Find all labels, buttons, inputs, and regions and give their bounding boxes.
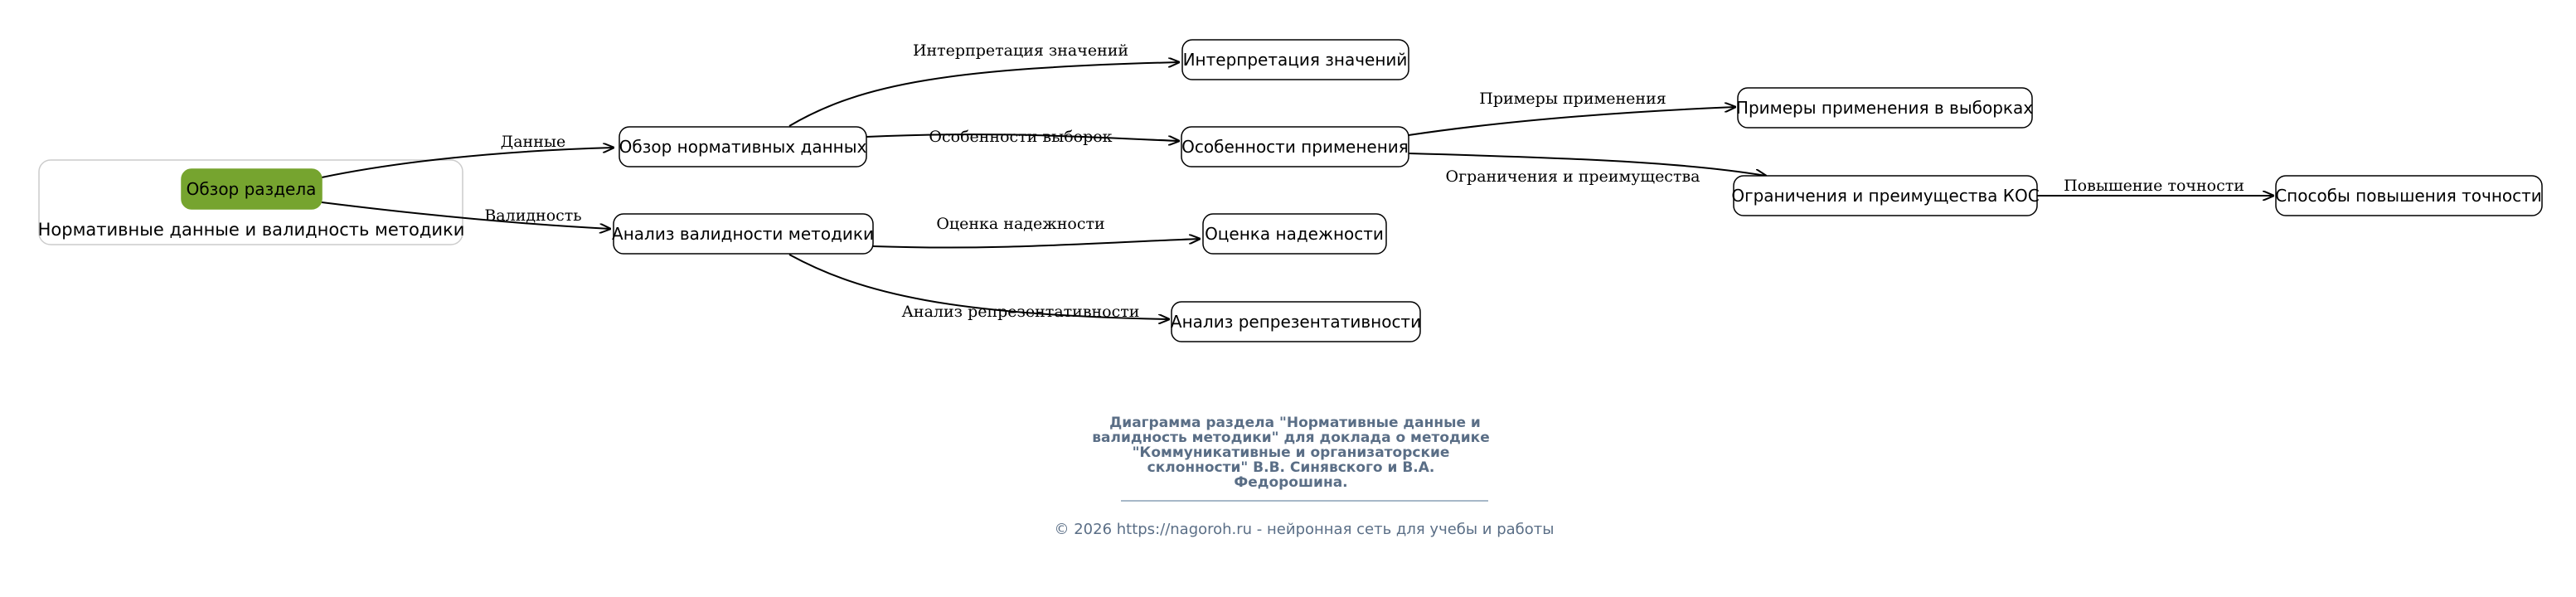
node-validity-analysis[interactable] <box>612 214 874 254</box>
edge-interpretation <box>789 62 1179 126</box>
node-accuracy-methods-label: Способы повышения точности <box>2275 186 2542 206</box>
node-representativeness[interactable] <box>1171 302 1421 342</box>
node-sample-examples[interactable] <box>1736 88 2033 128</box>
node-application-features-label: Особенности применения <box>1181 137 1409 157</box>
node-reliability[interactable] <box>1203 214 1386 254</box>
diagram-caption <box>1092 415 1489 501</box>
node-application-features[interactable] <box>1181 127 1409 167</box>
footer-copyright: © 2026 https://nagoroh.ru - нейронная сеть для учебы и работы <box>1054 521 1555 538</box>
edge-label-application-examples: Примеры применения <box>1479 90 1666 108</box>
node-validity-analysis-label: Анализ валидности методики <box>612 224 874 244</box>
edge-label-representativeness: Анализ репрезентативности <box>901 303 1140 321</box>
edge-reliability <box>873 239 1200 248</box>
edge-application-examples <box>1409 107 1735 135</box>
edge-label-reliability: Оценка надежности <box>936 215 1105 233</box>
node-overview-norms[interactable] <box>619 127 867 167</box>
node-overview-norms-label: Обзор нормативных данных <box>619 137 867 157</box>
edge-label-sample-features: Особенности выборок <box>929 128 1113 146</box>
node-interpretation-label: Интерпретация значений <box>1182 50 1408 70</box>
node-reliability-label: Оценка надежности <box>1205 224 1384 244</box>
node-representativeness-label: Анализ репрезентативности <box>1170 312 1422 332</box>
node-sample-examples-label: Примеры применения в выборках <box>1735 98 2034 118</box>
caption-line-2: валидность методики" для доклада о методике <box>1092 430 1490 446</box>
caption-line-3: "Коммуникативные и организаторские <box>1132 444 1450 461</box>
edge-label-data: Данные <box>500 133 566 151</box>
section-group-label: Нормативные данные и валидность методики <box>37 220 465 240</box>
node-limits-advantages[interactable] <box>1731 176 2039 216</box>
node-root[interactable] <box>182 169 322 209</box>
edge-label-validity: Валидность <box>484 206 582 225</box>
caption-line-4: склонности" В.В. Синявского и В.А. <box>1147 459 1435 476</box>
node-accuracy-methods[interactable] <box>2275 176 2542 216</box>
node-interpretation[interactable] <box>1182 40 1409 80</box>
caption-line-1: Диаграмма раздела "Нормативные данные и <box>1109 415 1481 431</box>
edge-label-interpretation: Интерпретация значений <box>912 41 1129 60</box>
edge-label-limits-advantages: Ограничения и преимущества <box>1445 167 1700 186</box>
node-limits-advantages-label: Ограничения и преимущества КОС <box>1731 186 2040 206</box>
edge-label-accuracy: Повышение точности <box>2064 177 2244 195</box>
node-root-label: Обзор раздела <box>186 179 317 199</box>
caption-line-5: Федорошина. <box>1234 474 1348 491</box>
